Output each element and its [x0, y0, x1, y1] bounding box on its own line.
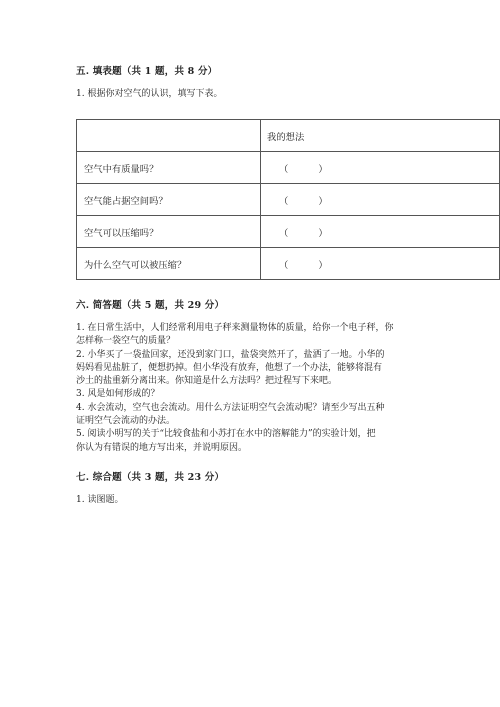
section5-title: 五. 填表题（共 1 题，共 8 分）: [76, 66, 218, 77]
answer-cell[interactable]: [261, 184, 500, 216]
answer-blank: （ ）: [279, 195, 328, 207]
question-line: 5. 阅读小明写的关于“比较食盐和小苏打在水中的溶解能力”的实验计划，把: [76, 429, 376, 440]
section6-title: 六. 简答题（共 5 题，共 29 分）: [76, 300, 225, 311]
table-header-empty: [77, 120, 261, 152]
answer-cell[interactable]: [261, 248, 500, 280]
question-line: 4. 水会流动，空气也会流动。用什么方法证明空气会流动呢？请至少写出五种: [76, 402, 385, 413]
table-row: [77, 152, 500, 184]
row-question: 空气能占据空间吗？: [77, 184, 261, 216]
question-line: 妈妈看见盐脏了，便想扔掉。但小华没有放弃，他想了一个办法，能够将混有: [76, 362, 383, 373]
question-line: 2. 小华买了一袋盐回家，还没到家门口，盐袋突然开了，盐洒了一地。小华的: [76, 349, 385, 360]
fill-table: [76, 119, 500, 280]
row-question: 空气可以压缩吗？: [77, 216, 261, 248]
table-row: [77, 184, 500, 216]
answer-cell[interactable]: [261, 152, 500, 184]
table-header-row: [77, 120, 500, 152]
section7-title: 七. 综合题（共 3 题，共 23 分）: [76, 472, 225, 483]
section6-questions: [76, 322, 426, 455]
section5-question-1: 1. 根据你对空气的认识，填写下表。: [76, 89, 223, 99]
table-row: [77, 248, 500, 280]
question-line: 3. 风是如何形成的？: [76, 389, 160, 400]
section7-question-1: 1. 读图题。: [76, 495, 124, 505]
answer-blank: （ ）: [279, 227, 328, 239]
table-header-my-idea: 我的想法: [261, 120, 500, 152]
answer-blank: （ ）: [279, 259, 328, 271]
question-line: 1. 在日常生活中，人们经常利用电子秤来测量物体的质量，给你一个电子秤，你: [76, 323, 394, 333]
answer-blank: （ ）: [279, 163, 328, 175]
table-row: [77, 216, 500, 248]
question-line: 你认为有错误的地方写出来，并说明原因。: [76, 442, 248, 453]
question-line: 怎样称一袋空气的质量？: [76, 336, 176, 347]
question-line: 沙土的盐重新分离出来。你知道是什么方法吗？把过程写下来吧。: [76, 376, 338, 387]
row-question: 为什么空气可以被压缩？: [77, 248, 261, 280]
question-line: 证明空气会流动的办法。: [76, 416, 176, 427]
answer-cell[interactable]: [261, 216, 500, 248]
row-question: 空气中有质量吗？: [77, 152, 261, 184]
